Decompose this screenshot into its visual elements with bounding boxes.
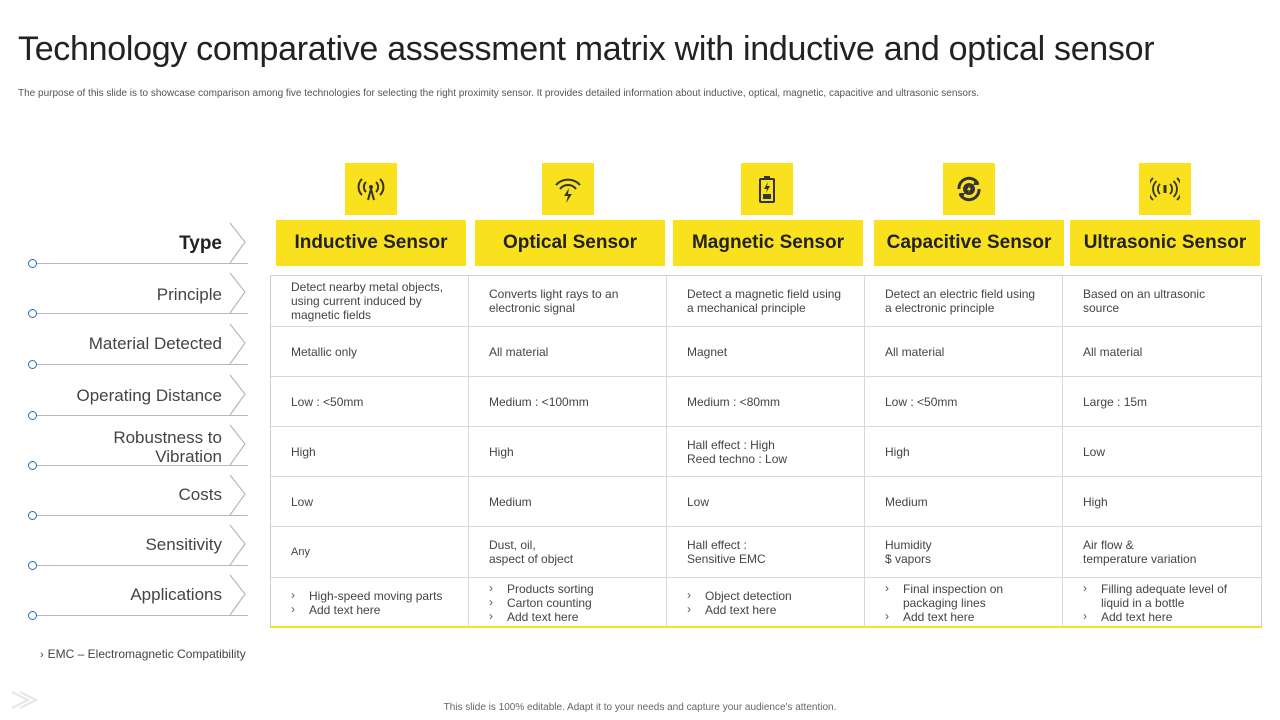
row-label-costs xyxy=(30,477,248,523)
table-cell xyxy=(469,427,667,477)
timeline-dot xyxy=(28,611,37,620)
chevron-right-icon xyxy=(228,323,248,365)
table-cell xyxy=(271,427,469,477)
row-divider xyxy=(34,364,248,365)
timeline-dot xyxy=(28,461,37,470)
row-label-text: Type xyxy=(179,233,222,254)
timeline-dot xyxy=(28,360,37,369)
cell-text: All material xyxy=(489,344,549,359)
table-cell xyxy=(1063,527,1261,578)
list-item: › Add text here xyxy=(885,610,1045,624)
timeline-dot xyxy=(28,259,37,268)
cell-text: Low : <50mm xyxy=(291,394,364,409)
column-header: Inductive Sensor xyxy=(276,220,466,266)
table-cell xyxy=(271,377,469,427)
row-divider xyxy=(34,263,248,264)
cell-text: Any xyxy=(291,546,310,558)
cell-text: Medium : <100mm xyxy=(489,394,589,409)
applications-cell xyxy=(469,578,667,627)
cell-text: All material xyxy=(885,344,945,359)
table-cell xyxy=(469,377,667,427)
sound-waves-icon xyxy=(1139,163,1191,215)
applications-cell xyxy=(667,578,865,627)
column-header: Capacitive Sensor xyxy=(874,220,1064,266)
chevron-right-icon xyxy=(228,424,248,466)
cell-text: Detect nearby metal objects, using current induced by magnetic fields xyxy=(291,280,444,322)
table-cell xyxy=(1063,427,1261,477)
row-label-robustness-to-vibration xyxy=(30,427,248,473)
column-header: Ultrasonic Sensor xyxy=(1070,220,1260,266)
cell-text: Hall effect : High Reed techno : Low xyxy=(687,437,788,466)
cell-text: High xyxy=(489,444,514,459)
cell-text: High xyxy=(885,444,910,459)
applications-cell xyxy=(271,578,469,627)
table-cell xyxy=(865,527,1063,578)
row-divider xyxy=(34,615,248,616)
applications-list xyxy=(885,582,1045,624)
table-cell xyxy=(667,427,865,477)
table-cell xyxy=(1063,377,1261,427)
footer-note: This slide is 100% editable. Adapt it to your needs and capture your audience's attention. xyxy=(443,702,837,713)
timeline-dot xyxy=(28,411,37,420)
timeline-dot xyxy=(28,561,37,570)
cell-text: Medium xyxy=(885,494,928,509)
applications-cell xyxy=(1063,578,1261,627)
cell-text: Detect an electric field using a electronic principle xyxy=(885,287,1036,315)
list-item: › Carton counting xyxy=(489,596,594,610)
chevron-right-icon xyxy=(228,222,248,264)
cell-text: Medium : <80mm xyxy=(687,394,781,409)
list-item: › Products sorting xyxy=(489,582,594,596)
table-cell xyxy=(667,327,865,377)
table-cell xyxy=(865,477,1063,527)
row-label-operating-distance xyxy=(30,377,248,423)
timeline-dot xyxy=(28,309,37,318)
cell-text: Magnet xyxy=(687,344,728,359)
row-label-sensitivity xyxy=(30,527,248,573)
comparison-table xyxy=(270,275,1262,628)
cell-text: Low xyxy=(1083,444,1106,459)
table-cell xyxy=(469,327,667,377)
cell-text: Large : 15m xyxy=(1083,394,1148,409)
chevron-right-icon xyxy=(228,474,248,516)
page-title: Technology comparative assessment matrix with inductive and optical sensor xyxy=(18,30,1155,68)
row-label-text: Robustness to Vibration xyxy=(113,428,222,466)
row-divider xyxy=(34,465,248,466)
cell-text: Based on an ultrasonic source xyxy=(1083,287,1206,315)
row-label-text: Operating Distance xyxy=(76,386,222,405)
table-cell xyxy=(667,527,865,578)
antenna-signal-icon xyxy=(345,163,397,215)
chevron-right-icon xyxy=(228,272,248,314)
row-label-text: Material Detected xyxy=(88,334,222,353)
row-label-text: Costs xyxy=(178,485,222,504)
table-cell xyxy=(271,477,469,527)
row-label-text: Principle xyxy=(156,285,222,304)
table-cell xyxy=(865,377,1063,427)
wireless-bolt-icon xyxy=(542,163,594,215)
table-cell xyxy=(271,327,469,377)
chevron-right-icon: › xyxy=(40,649,44,661)
refresh-charge-icon xyxy=(943,163,995,215)
cell-text: Medium xyxy=(489,494,532,509)
cell-text: High xyxy=(291,444,316,459)
cell-text: Humidity $ vapors xyxy=(885,538,932,566)
cell-text: Dust, oil, aspect of object xyxy=(489,538,574,566)
row-label-principle xyxy=(30,275,248,321)
list-item: › Object detection xyxy=(687,589,792,603)
row-label-applications xyxy=(30,577,248,623)
applications-cell xyxy=(865,578,1063,627)
column-header: Optical Sensor xyxy=(475,220,665,266)
list-item: › Add text here xyxy=(687,603,792,617)
table-cell xyxy=(271,276,469,327)
applications-list xyxy=(291,589,442,617)
list-item: › Filling adequate level of liquid in a bottle xyxy=(1083,582,1243,610)
table-cell xyxy=(271,527,469,578)
table-cell xyxy=(865,327,1063,377)
cell-text: Converts light rays to an electronic signal xyxy=(489,287,619,315)
chevron-right-icon xyxy=(228,374,248,416)
table-cell xyxy=(1063,477,1261,527)
table-cell xyxy=(469,477,667,527)
row-divider xyxy=(34,565,248,566)
cell-text: Low xyxy=(687,494,710,509)
row-label-text: Sensitivity xyxy=(145,535,222,554)
list-item: › Add text here xyxy=(489,610,594,624)
list-item: › Add text here xyxy=(1083,610,1243,624)
cell-text: Detect a magnetic field using a mechanical principle xyxy=(687,287,842,315)
row-label-text: Applications xyxy=(130,585,222,604)
page-subtitle: The purpose of this slide is to showcase comparison among five technologies for selecting the right proximity sensor. It provides detailed information about inductive, optical, magnetic, capacitive and ultrasonic sensors. xyxy=(18,88,980,99)
cell-text: Low xyxy=(291,494,314,509)
applications-list xyxy=(489,582,594,624)
footnote: › EMC – Electromagnetic Compatibility xyxy=(40,647,246,661)
battery-charging-icon xyxy=(741,163,793,215)
cell-text: Metallic only xyxy=(291,344,358,359)
row-divider xyxy=(34,415,248,416)
table-cell xyxy=(865,427,1063,477)
chevron-right-icon xyxy=(228,574,248,616)
table-cell xyxy=(1063,276,1261,327)
row-label-type xyxy=(30,225,248,271)
table-cell xyxy=(469,276,667,327)
row-label-material-detected xyxy=(30,326,248,372)
timeline-dot xyxy=(28,511,37,520)
table-cell xyxy=(667,377,865,427)
cell-text: All material xyxy=(1083,344,1143,359)
table-cell xyxy=(667,276,865,327)
table-cell xyxy=(667,477,865,527)
table-cell xyxy=(1063,327,1261,377)
cell-text: Air flow & temperature variation xyxy=(1083,538,1197,566)
table-cell xyxy=(865,276,1063,327)
table-cell xyxy=(469,527,667,578)
applications-list xyxy=(687,589,792,617)
list-item: › High-speed moving parts xyxy=(291,589,442,603)
list-item: › Final inspection on packaging lines xyxy=(885,582,1045,610)
column-header: Magnetic Sensor xyxy=(673,220,863,266)
applications-list xyxy=(1083,582,1243,624)
row-divider xyxy=(34,515,248,516)
cell-text: High xyxy=(1083,494,1108,509)
row-divider xyxy=(34,313,248,314)
chevron-right-icon xyxy=(228,524,248,566)
cell-text: Low : <50mm xyxy=(885,394,958,409)
cell-text: Hall effect : Sensitive EMC xyxy=(687,538,766,566)
list-item: › Add text here xyxy=(291,603,442,617)
